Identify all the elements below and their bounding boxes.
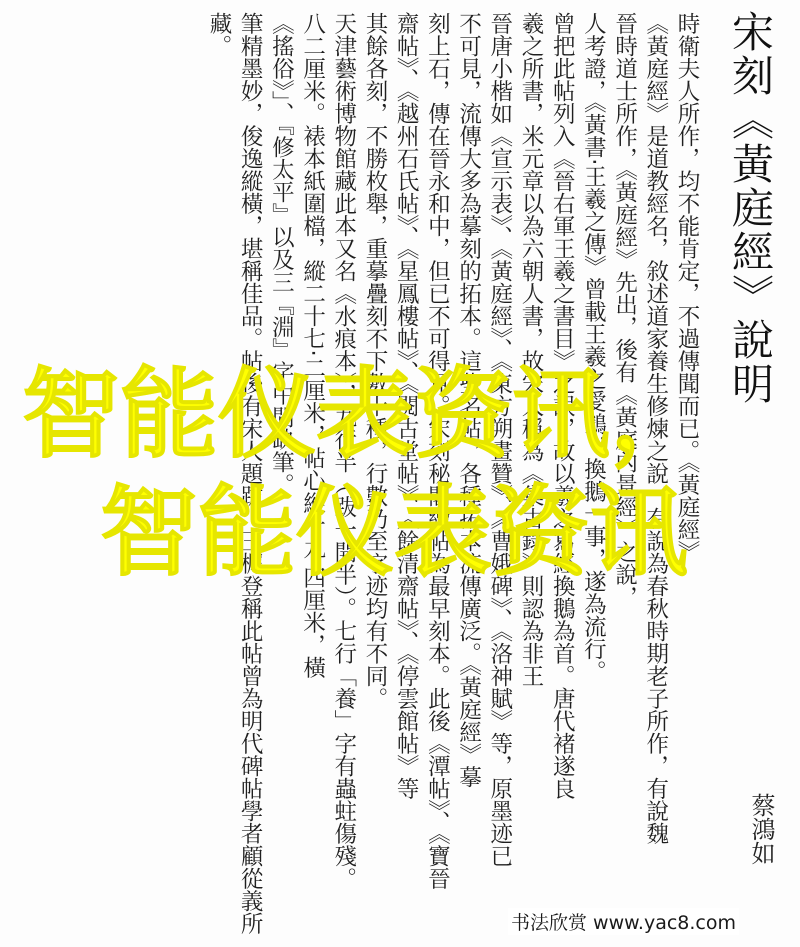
text-column: 不可見，流傳大多為摹刻的拓本。這些名帖，各種拓本流傳廣泛。《黃庭經》摹 [455, 12, 482, 789]
author-signature: 蔡鴻如 [747, 793, 775, 865]
text-column: 時衛夫人所作，均不能肯定，不過傳聞而已。《黃庭經》 [674, 12, 700, 564]
overlay-caption-line-2: 智能仪表资讯 [100, 476, 689, 590]
text-column: 其餘各刻，不勝枚舉，重摹疊刻不下數十種，行數乃至字迹均有不同。 [361, 12, 388, 710]
text-column: 晉時道士所作，《黃庭經》先出，後有《黃庭內景經》之說， [611, 12, 638, 609]
text-column: 《搖俗》」、『修太平』以及三『淵』字中間缺筆。 [268, 12, 295, 496]
text-column: 刻上石，傳在晉永和中，但已不可得見。宋刻秘閣續帖為最早刻本。此後《潭帖》、《寶晉 [424, 12, 451, 890]
text-column: 藏。 [205, 12, 232, 57]
text-column: 八二厘米。裱本紙圍檔，縱二十七‧二厘米，帖心縱十九‧四厘米，橫 [299, 12, 326, 679]
text-column: 曾把此帖列入《晉右軍王羲之書目》之誤，故以羲之寫經換鵝為首。唐代褚遂良 [549, 12, 576, 800]
text-column: 齋帖》、《越州石氏帖》、《星鳳樓帖》、《閱古堂帖》、《餘清齋帖》、《停雲館帖》等 [393, 12, 420, 800]
text-column: 《黃庭經》是道教經名，敘述道家養生修煉之說，有說為春秋時期老子所作，有說魏 [642, 12, 669, 845]
text-column: 筆精墨妙，俊逸縱橫，堪稱佳品。帖後有宋人題跋，王樨登稱此帖曾為明代碑帖學者顧從義所 [237, 12, 264, 935]
text-column: 天津藝術博物館藏此本又名《水痕本》，九行半（跋一開半）。七行「養」字有蟲蛀傷殘。 [330, 12, 357, 890]
text-column: 人考證，《黃書‧王羲之傳》曾載王羲之愛鵝，換鵝一事，遂為流行。 [580, 12, 607, 683]
text-column: 羲之所書，米元章以為六朝人書，故宋人稱為《集古錄》則認為非王 [517, 12, 544, 687]
document-title: 宋刻《黃庭經》說明 [726, 10, 775, 406]
text-column: 晉唐小楷如《宣示表》、《黃庭經》、《東方朔畫贊》、《曹娥碑》、《洛神賦》等，原墨迹已 [486, 12, 513, 867]
overlay-caption-line-1: 智能仪表资讯， [22, 358, 709, 472]
site-watermark: 书法欣赏 www.yac8.com [508, 908, 739, 935]
